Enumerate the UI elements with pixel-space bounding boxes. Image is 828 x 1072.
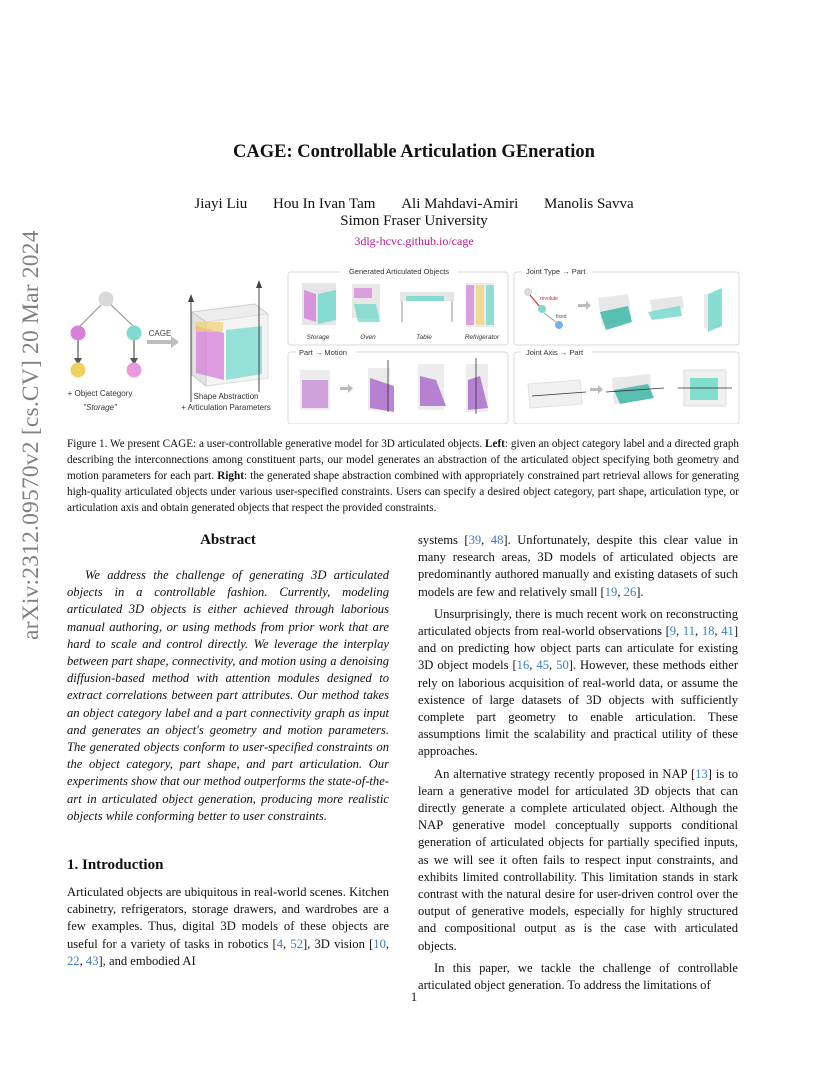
body-text: systems [ [418,533,469,547]
abstract-text: We address the challenge of generating 3D articulated objects in a controllable fashion. Currently, modeling articulated 3D objects is either achieved through laborious manual authoring, or using methods from prior work that are hard to scale and control directly. We leverage the interplay between part shape, connectivity, and motion using a denoising diffusion-based method with attention modules designed to extract correlations between part attributes. Our method takes an object category label and a part connectivity graph as input and generates an object's geometry and motion parameters. The generated objects conform to user-specified constraints on the object category, part shape, and part articulation. Our experiments show that our method outperforms the state-of-the-art in articulated object generation, producing more realistic objects while conforming better to user constraints. [67,568,389,823]
section-heading: 1. Introduction [67,857,164,873]
storage-object-image [302,283,336,325]
citation-link[interactable]: 52 [290,936,303,951]
citation-link[interactable]: 4 [276,936,284,951]
part-node [127,363,142,378]
part-motion-images [300,358,488,414]
body-text: An alternative strategy recently proposed in NAP [ [434,766,696,781]
fixed-label: fixed [556,314,567,320]
articulation-params-label: + Articulation Parameters [181,403,271,412]
table-object-image [400,292,454,322]
joint-type-result-image [598,288,722,332]
body-text: ]. [636,584,644,599]
figure-caption [67,436,739,516]
root-node [99,292,114,307]
citation-link[interactable]: 48 [490,533,504,547]
oven-object-image [352,284,380,322]
author-list [0,196,828,213]
cage-label: CAGE [148,329,172,338]
citation-link[interactable]: 11 [682,624,696,639]
body-paragraph: In this paper, we tackle the challenge of controllable articulated object generation. To address the limitations of [418,960,738,993]
page-number: 1 [410,990,418,1004]
citation-link[interactable]: 10 [373,936,386,951]
citation-link[interactable]: 50 [556,658,569,673]
part-node [127,326,142,341]
citation-link[interactable]: 26 [623,584,637,599]
arrow-right-icon [340,384,353,393]
body-text: Unsurprisingly, there is much recent work on reconstructing articulated objects from real-world observations [ [418,606,738,639]
citation-link[interactable]: 41 [721,624,734,639]
refrigerator-object-image [466,283,494,327]
part-node [71,363,86,378]
affiliation: Simon Fraser University [340,213,488,229]
arrow-right-icon [590,385,603,394]
body-paragraph [418,766,738,955]
citation-link[interactable]: 22 [67,953,80,968]
project-url-link[interactable]: 3dlg-hcvc.github.io/cage [354,234,474,248]
refrigerator-label: Refrigerator [464,334,500,341]
author-name: Jiayi Liu [194,196,248,212]
citation-link[interactable]: 19 [604,584,618,599]
oven-label: Oven [360,334,376,341]
body-text: Articulated objects are ubiquitous in real-world scenes. Kitchen cabinetry, refrigerators, storage drawers, and wardrobes are a few examples. Thus, digital 3D models of these objects are useful for a variety of tasks in robotics [ [67,885,389,951]
citation-link[interactable]: 16 [516,658,530,673]
abstract-heading: Abstract [200,532,256,548]
object-category-value: "Storage" [83,403,117,412]
author-name: Manolis Savva [544,196,634,212]
citation-link[interactable]: 13 [695,766,708,781]
body-text: ], 3D vision [ [302,936,374,951]
right-column [418,532,738,999]
shape-abstraction-image [188,280,268,402]
citation-link[interactable]: 18 [701,624,715,639]
part-graph [71,292,142,378]
author-name: Hou In Ivan Tam [273,196,376,212]
body-paragraph: systems [39, 48]. Unfortunately, despite this clear value in many research areas, 3D models of articulated objects are predominantly authored manually and existing datasets of such models are few and relatively small [19, 26]. [418,533,738,599]
citation-link[interactable]: 45 [536,658,549,673]
caption-text: Figure 1. We present CAGE: a user-controllable generative model for 3D articulated objects. [67,438,486,450]
body-text: ]. Unfortunately, despite this clear value in many research areas, 3D models of articulated objects are predominantly authored manually and existing datasets of such models are few and relatively small [ [418,533,738,599]
caption-right-label: Right [217,470,244,482]
figure-1 [60,262,750,424]
citation-link[interactable]: 43 [85,953,99,968]
citation-link[interactable]: 9 [669,624,677,639]
body-text: ], and embodied AI [98,953,196,968]
author-name: Ali Mahdavi-Amiri [401,196,519,212]
revolute-label: revolute [540,296,558,302]
table-label: Table [416,334,432,341]
panel-joint-type-title: Joint Type → Part [526,267,586,276]
paper-title: CAGE: Controllable Articulation GEneration [233,142,595,162]
storage-label: Storage [306,334,330,341]
arxiv-stamp [18,230,44,640]
caption-text: : the generated shape abstraction combined with appropriately constrained part retrieval allows for generating high-quality articulated objects under various user-specified constraints. Users can specify a desired object category, part shape, articulation type, or articulation axis and obtain generated objects that respect the provided constraints. [67,470,740,514]
intro-paragraph: Articulated objects are ubiquitous in real-world scenes. Kitchen cabinetry, refrigerators, storage drawers, and wardrobes are a few examples. Thus, digital 3D models of these objects are useful for a variety of tasks in robotics [4, 52], 3D vision [10, 22, 43], and embodied AI [67,885,390,968]
shape-abstraction-label: Shape Abstraction [193,392,259,401]
panel-generated-title: Generated Articulated Objects [348,267,450,276]
caption-left-label: Left [485,438,505,450]
arrow-right-icon [578,301,591,310]
panel-part-motion-title: Part → Motion [299,348,347,357]
caption-text: : given an object category label and a directed graph describing the interconnections among constituent parts, our model generates an abstraction of the articulated object specifying both geometry and motion parameters for each part. [67,438,740,482]
joint-type-graph [524,288,563,329]
citation-link[interactable]: 39 [468,533,482,547]
body-text: ]. However, these methods either rely on laborious acquisition of real-world data, or assume the existence of large datasets of 3D objects with sufficiently complete part geometry to enable articulation. These assumptions limit the scalability and practical utility of these approaches. [418,658,739,759]
object-category-label: + Object Category [67,389,133,398]
body-text: ] and on predicting how object parts can articulate for existing 3D object models [ [418,624,739,673]
body-paragraph: Unsurprisingly, there is much recent work on reconstructing articulated objects from real-world observations [9, 11, 18, 41] and on predicting how object parts can articulate for existing 3D object models [16, 45, 50]. However, these methods either rely on laborious acquisition of real-world data, or assume the existence of large datasets of 3D objects with sufficiently complete part geometry to enable articulation. These assumptions limit the scalability and practical utility of these approaches. [418,606,739,759]
arxiv-id: arXiv:2312.09570v2 [cs.CV] 20 Mar 2024 [18,230,44,640]
panel-joint-axis-title: Joint Axis → Part [526,348,584,357]
body-text: ] is to learn a generative model for articulated 3D objects that can directly generate a complete articulated object. Although the NAP generative model conceptually supports conditional generation of articulated objects for partially specified inputs, as we will see it often fails to respect input constraints, and exhibits limited controllability. This limitation stands in stark contrast with the natural desire for user-driven control over the output of generative models, especially for highly structured and compositional output as is the case with articulated objects. [418,766,739,953]
joint-axis-images [528,370,732,408]
part-node [71,326,86,341]
